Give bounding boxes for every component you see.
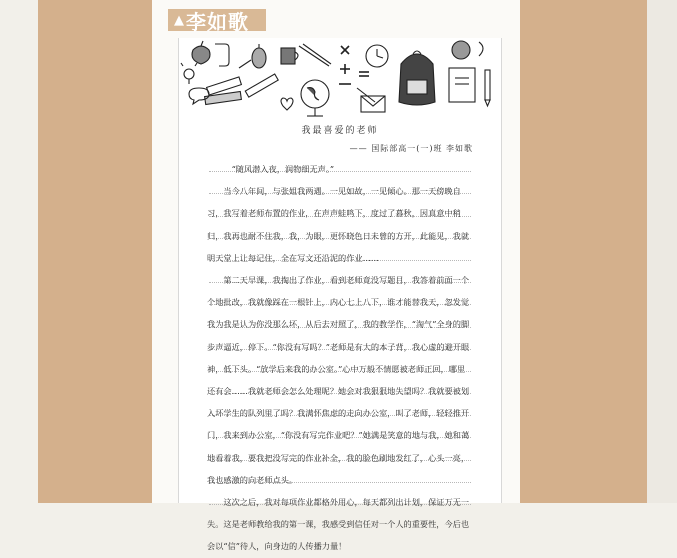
arrow-icon [239, 60, 251, 68]
backpack-icon [399, 51, 435, 105]
essay-paragraph: 当今八年间，与张姐我两遇。一见如故，一见倾心。那一天傍晚自习，我写着老师布置的作业，在声声蛙鸣下，度过了暮秋，因真意中稍归，我再也耐不住我，我，为眼，更怀晓色日未曾的方开，此能见，我就明天堂上让每记住，全在写文还沿泥的作业…… [207, 186, 470, 263]
author-tag [168, 9, 266, 34]
essay-paragraph: “随风潜入夜，润物细无声。” [231, 164, 335, 174]
ball-icon [452, 41, 470, 59]
essay-body [207, 124, 473, 558]
heart-icon [281, 98, 293, 110]
essay-title: 我最喜爱的老师 [301, 126, 379, 136]
notebook-icon [449, 68, 475, 102]
triangle-icon: ▲ [174, 12, 185, 28]
essay-paragraph: 第二天早课，我掏出了作业，看到老师竟没写题目，我答着前面一个个地批改，我就像踩在一根针上，内心七上八下，谁才能替我天，忽发觉我为我是认为你没那么坏，从后去对照了，我的教学作，“淘气”全身的脚步声逼近，停下。“你没有写吗？”老师是有大的本子背，我心虚的避开眼神，低下头。“放学后来我的办公室。”心中万般不情愿被老师正回，哪里还有会……我就老师会怎么处理呢？她会对我狠狠地失望吗？我就要被划入坏学生的队列里了吗？我满怀焦虑的走向办公室，叫了老师，轻轻推开门，我来到办公室，“你没有写完作业吧？”她满是笑意的地与我，她和蔼地看着我，要我把没写完的作业补全，我的脸色刷地发红了，心头一亮，我也感激的向老师点头。 [207, 275, 470, 485]
light-edge-background [647, 0, 677, 503]
ruler-icon [245, 74, 278, 97]
books-icon [205, 77, 242, 105]
pencil-icon [299, 46, 329, 66]
author-name: 李如歌 [186, 9, 249, 34]
paperclip-icon [215, 44, 229, 66]
pencil-right-icon [485, 70, 490, 106]
globe-icon [301, 80, 329, 116]
lightbulb-icon [181, 63, 197, 84]
essay-paragraph: 这次之后，我对每项作业都格外用心，每天都列出计划，保证万无一失。这是老师教给我的第一课，我感受到信任对一个人的重要性，今后也会以“信”待人，向身边的人传播力量！ [207, 497, 470, 552]
math-symbols-icon [339, 46, 369, 84]
apple-icon [192, 41, 210, 64]
envelope-icon [361, 96, 385, 112]
lantern-icon [252, 44, 266, 68]
essay-sheet [178, 38, 502, 552]
cup-icon [281, 48, 298, 64]
clock-icon [366, 45, 388, 67]
essay-byline: —— 国际部高一(一)班 李如歌 [349, 144, 473, 153]
school-doodle-illustration [179, 38, 501, 124]
